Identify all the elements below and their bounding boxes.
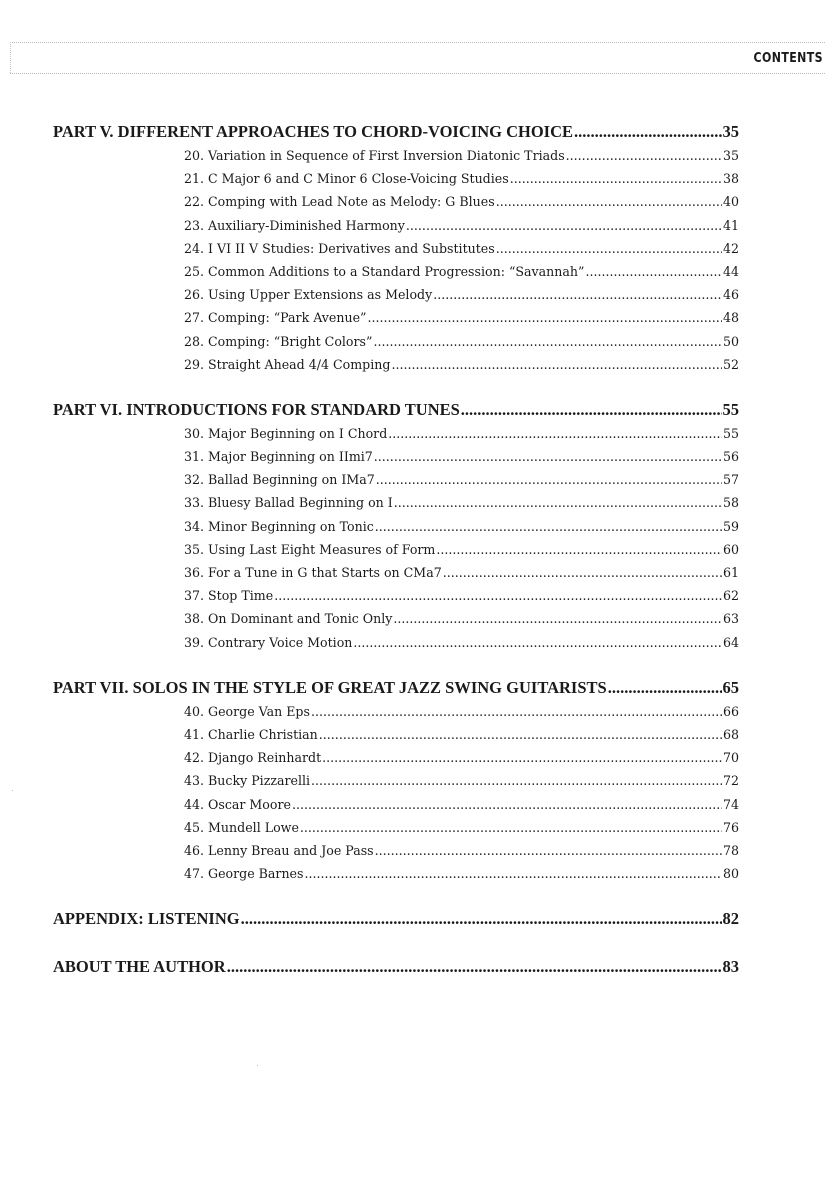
entry-page-number: 57 [722,472,739,488]
toc-entry[interactable] [184,750,739,773]
dot-leader [300,820,722,835]
toc-entry[interactable] [184,472,739,495]
toc-entry[interactable] [184,148,739,171]
entry-title: 32. Ballad Beginning on IMa7 [184,472,375,488]
entry-title: 28. Comping: “Bright Colors” [184,333,373,349]
header-title: CONTENTS [753,50,823,66]
part-vi-section [53,400,739,658]
toc-entry[interactable] [184,542,739,565]
part-heading[interactable] [53,400,739,426]
entry-title: 30. Major Beginning on I Chord [184,425,388,441]
dot-leader [566,148,722,163]
dot-leader [353,635,722,650]
toc-entry[interactable] [184,334,739,357]
entry-title: 35. Using Last Eight Measures of Form [184,541,436,557]
entry-page-number: 78 [722,842,739,858]
entry-page-number: 62 [722,588,739,604]
entry-title: 23. Auxiliary-Diminished Harmony [184,217,405,233]
toc-entry[interactable] [184,611,739,634]
entry-page-number: 63 [722,611,739,627]
appendix-heading[interactable] [53,909,739,935]
dot-leader [311,704,722,719]
entry-page-number: 80 [722,866,739,882]
entry-title: 31. Major Beginning on IImi7 [184,449,373,465]
toc-entry[interactable] [184,194,739,217]
entry-page-number: 38 [722,171,739,187]
about-author-page-number: 83 [722,957,739,977]
toc-entry[interactable] [184,449,739,472]
entry-title: 22. Comping with Lead Note as Melody: G Blues [184,194,495,210]
dot-leader [375,519,722,534]
toc-entry[interactable] [184,588,739,611]
toc-entry[interactable] [184,704,739,727]
entry-title: 37. Stop Time [184,588,274,604]
entry-page-number: 46 [722,287,739,303]
scan-speck [12,790,13,791]
toc-entry[interactable] [184,565,739,588]
table-of-contents [53,122,739,983]
dot-leader [585,264,722,279]
dot-leader [227,957,722,977]
entry-page-number: 64 [722,634,739,650]
appendix-title: APPENDIX: LISTENING [53,909,240,929]
entry-title: 39. Contrary Voice Motion [184,634,353,650]
part-v-section [53,122,739,380]
entry-title: 26. Using Upper Extensions as Melody [184,287,433,303]
toc-entry[interactable] [184,264,739,287]
dot-leader [510,171,722,186]
dot-leader [391,357,722,372]
dot-leader [394,495,722,510]
entry-page-number: 68 [722,726,739,742]
entry-page-number: 35 [722,148,739,163]
entry-page-number: 72 [722,773,739,789]
dot-leader [388,426,722,441]
toc-entry[interactable] [184,495,739,518]
entry-title: 27. Comping: “Park Avenue” [184,310,367,326]
dot-leader [375,843,722,858]
toc-entry[interactable] [184,357,739,380]
toc-entry[interactable] [184,218,739,241]
entry-page-number: 55 [722,425,739,441]
toc-entry[interactable] [184,287,739,310]
dot-leader [376,472,722,487]
part-title: PART V. DIFFERENT APPROACHES TO CHORD-VOICING CHOICE [53,122,573,141]
entry-title: 38. On Dominant and Tonic Only [184,611,393,627]
part-vii-section [53,678,739,890]
dot-leader [311,773,722,788]
part-page-number: 35 [722,122,739,141]
entry-page-number: 74 [722,796,739,812]
dot-leader [319,727,722,742]
header-rule-top [10,42,825,43]
entry-title: 21. C Major 6 and C Minor 6 Close-Voicing Studies [184,171,509,187]
entry-title: 25. Common Additions to a Standard Progression: “Savannah” [184,263,585,279]
header-rule-edge [10,42,11,73]
entry-title: 43. Bucky Pizzarelli [184,773,311,789]
entry-title: 44. Oscar Moore [184,796,291,812]
entry-title: 47. George Barnes [184,866,304,882]
toc-entry[interactable] [184,171,739,194]
dot-leader [433,287,722,302]
toc-entry[interactable] [184,866,739,889]
part-page-number: 65 [722,677,739,697]
toc-entry[interactable] [184,843,739,866]
entry-page-number: 76 [722,819,739,835]
dot-leader [367,310,721,325]
entry-page-number: 66 [722,703,739,719]
dot-leader [374,449,722,464]
entry-page-number: 40 [722,194,739,210]
about-author-heading[interactable] [53,957,739,983]
entry-page-number: 56 [722,449,739,465]
toc-entry[interactable] [184,773,739,796]
toc-entry[interactable] [184,820,739,843]
entry-title: 20. Variation in Sequence of First Inversion Diatonic Triads [184,148,565,163]
dot-leader [496,194,722,209]
toc-entry[interactable] [184,241,739,264]
dot-leader [443,565,722,580]
entry-title: 33. Bluesy Ballad Beginning on I [184,495,393,511]
entry-page-number: 61 [722,565,739,580]
dot-leader [241,909,722,929]
entry-page-number: 50 [722,333,739,349]
entry-title: 41. Charlie Christian [184,726,318,742]
dot-leader [496,241,722,256]
dot-leader [373,334,722,349]
entry-title: 45. Mundell Lowe [184,819,299,835]
header-rule-bottom [10,73,825,74]
entry-title: 36. For a Tune in G that Starts on CMa7 [184,565,442,580]
entry-title: 46. Lenny Breau and Joe Pass [184,842,374,858]
entry-page-number: 60 [722,541,739,557]
dot-leader [322,750,722,765]
toc-entry[interactable] [184,727,739,750]
entry-title: 42. Django Reinhardt [184,750,322,766]
entry-page-number: 59 [722,518,739,534]
toc-entry[interactable] [184,426,739,449]
scan-speck [257,1065,258,1066]
toc-entry[interactable] [184,635,739,658]
about-author-title: ABOUT THE AUTHOR [53,957,226,977]
entry-title: 34. Minor Beginning on Tonic [184,518,374,534]
entry-page-number: 48 [722,310,739,326]
dot-leader [574,122,722,142]
part-page-number: 55 [722,399,739,419]
dot-leader [292,797,722,812]
toc-entry[interactable] [184,519,739,542]
dot-leader [608,678,722,698]
entry-title: 29. Straight Ahead 4/4 Comping [184,356,391,372]
toc-entry[interactable] [184,797,739,820]
entry-page-number: 42 [722,240,739,256]
dot-leader [393,611,722,626]
dot-leader [304,866,721,881]
part-heading[interactable] [53,678,739,704]
dot-leader [461,400,722,420]
entry-page-number: 44 [722,263,739,279]
toc-entry[interactable] [184,310,739,333]
dot-leader [274,588,722,603]
part-title: PART VII. SOLOS IN THE STYLE OF GREAT JAZZ SWING GUITARISTS [53,677,607,697]
entry-page-number: 41 [722,217,739,233]
entry-page-number: 52 [722,356,739,372]
appendix-page-number: 82 [722,909,739,929]
part-heading[interactable] [53,122,739,148]
entry-page-number: 70 [722,750,739,766]
part-title: PART VI. INTRODUCTIONS FOR STANDARD TUNES [53,399,460,419]
dot-leader [436,542,722,557]
entry-title: 24. I VI II V Studies: Derivatives and Substitutes [184,240,495,256]
entry-page-number: 58 [722,495,739,511]
entry-title: 40. George Van Eps [184,703,310,719]
dot-leader [406,218,722,233]
